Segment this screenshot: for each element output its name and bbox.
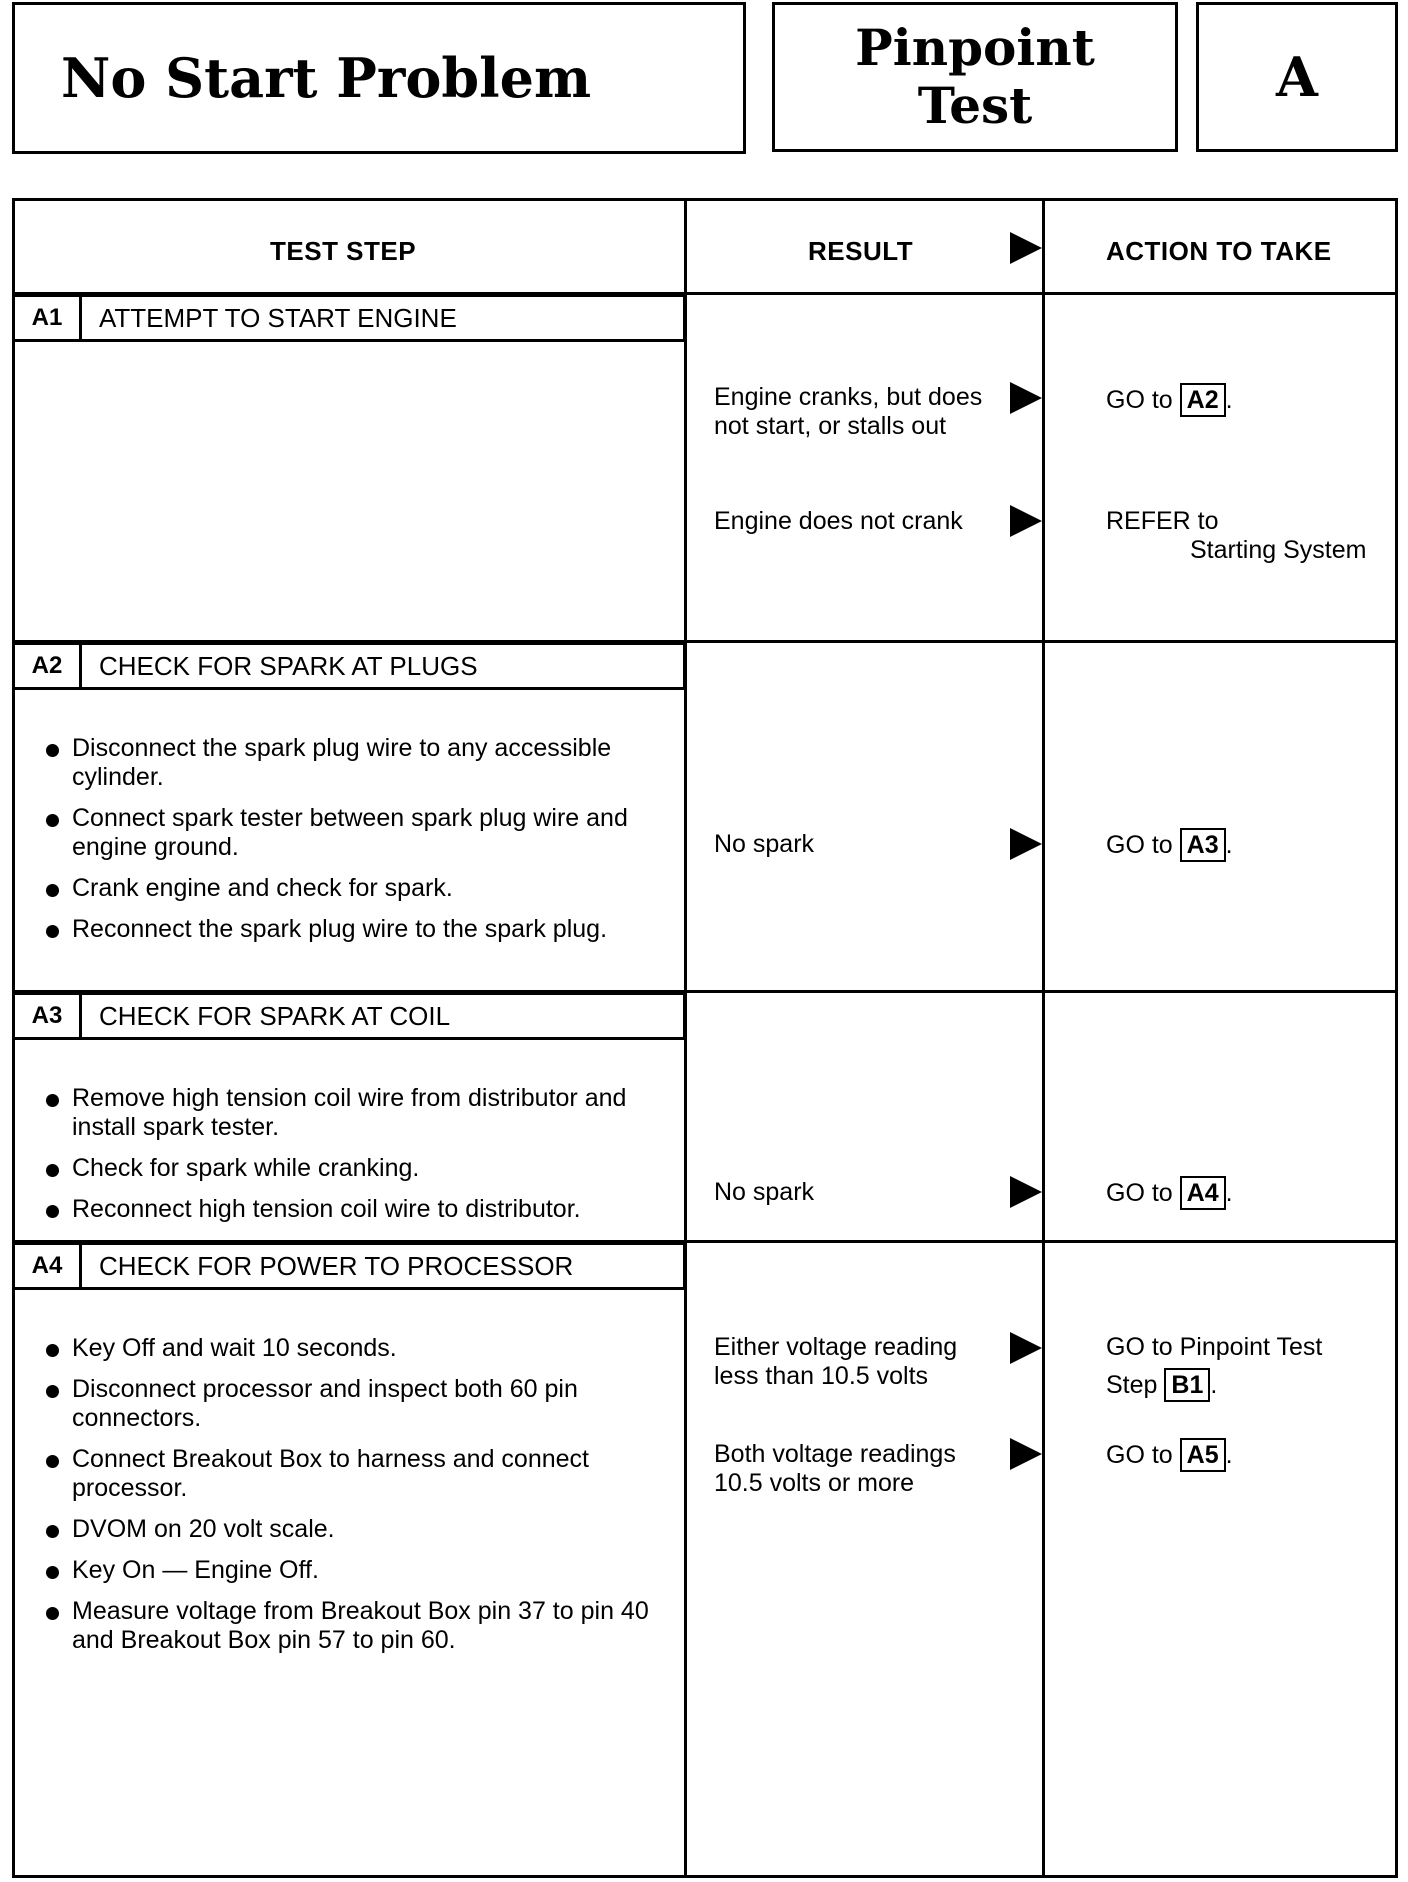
title-box bbox=[12, 2, 746, 154]
result-arrow-icon bbox=[1010, 828, 1042, 860]
test-letter-box bbox=[1196, 2, 1398, 152]
result-arrow-icon bbox=[1010, 505, 1042, 537]
action-go-to bbox=[1106, 1438, 1233, 1472]
instruction-list bbox=[40, 734, 640, 956]
result-text: No spark bbox=[714, 830, 815, 858]
action-go-to bbox=[1106, 383, 1233, 417]
action-prefix: Step bbox=[1106, 1371, 1158, 1399]
step-title: CHECK FOR SPARK AT PLUGS bbox=[99, 650, 478, 681]
step-title: CHECK FOR POWER TO PROCESSOR bbox=[99, 1250, 574, 1281]
action-line: GO to Pinpoint Test bbox=[1106, 1333, 1323, 1361]
column-header-action: ACTION TO TAKE bbox=[1106, 236, 1332, 266]
list-item: Measure voltage from Breakout Box pin 37 to pin 40 and Breakout Box pin 57 to pin 60. bbox=[40, 1597, 660, 1655]
list-item: Disconnect processor and inspect both 60 pin connectors. bbox=[40, 1375, 660, 1433]
step-header-a1 bbox=[12, 294, 686, 342]
page-title: No Start Problem bbox=[61, 46, 592, 110]
action-suffix: . bbox=[1225, 386, 1233, 414]
action-line: REFER to bbox=[1106, 507, 1219, 535]
list-item: Key Off and wait 10 seconds. bbox=[40, 1334, 660, 1363]
list-item: Key On — Engine Off. bbox=[40, 1556, 660, 1585]
action-go-to bbox=[1106, 1176, 1233, 1210]
result-text: Either voltage reading less than 10.5 volts bbox=[714, 1333, 958, 1390]
result-text: Both voltage readings 10.5 volts or more bbox=[714, 1440, 956, 1497]
action-prefix: GO to bbox=[1106, 831, 1173, 859]
step-id: A3 bbox=[15, 995, 82, 1037]
list-item: Connect Breakout Box to harness and connect processor. bbox=[40, 1445, 660, 1503]
step-id: A4 bbox=[15, 1245, 82, 1287]
step-title: CHECK FOR SPARK AT COIL bbox=[99, 1000, 451, 1031]
step-ref-box: A5 bbox=[1180, 1438, 1226, 1472]
action-line: Starting System bbox=[1190, 536, 1367, 564]
step-ref-box: B1 bbox=[1164, 1368, 1210, 1402]
test-letter: A bbox=[1276, 45, 1318, 109]
list-item: Connect spark tester between spark plug wire and engine ground. bbox=[40, 804, 640, 862]
instruction-list bbox=[40, 1084, 650, 1236]
result-arrow-icon bbox=[1010, 382, 1042, 414]
pinpoint-label: Pinpoint bbox=[855, 18, 1095, 77]
action-suffix: . bbox=[1225, 831, 1233, 859]
column-header-result: RESULT bbox=[808, 236, 914, 266]
action-suffix: . bbox=[1210, 1371, 1218, 1399]
step-title: ATTEMPT TO START ENGINE bbox=[99, 302, 457, 333]
column-divider-2 bbox=[1042, 198, 1045, 1878]
result-arrow-icon bbox=[1010, 1438, 1042, 1470]
test-label: Test bbox=[917, 76, 1033, 135]
action-suffix: . bbox=[1225, 1179, 1233, 1207]
list-item: Crank engine and check for spark. bbox=[40, 874, 640, 903]
step-header-a4 bbox=[12, 1242, 686, 1290]
list-item: Reconnect the spark plug wire to the spark plug. bbox=[40, 915, 640, 944]
result-arrow-icon bbox=[1010, 1332, 1042, 1364]
step-ref-box: A4 bbox=[1180, 1176, 1226, 1210]
action-go-to bbox=[1106, 828, 1233, 862]
action-prefix: GO to bbox=[1106, 1441, 1173, 1469]
step-ref-box: A2 bbox=[1180, 383, 1226, 417]
list-item: DVOM on 20 volt scale. bbox=[40, 1515, 660, 1544]
list-item: Disconnect the spark plug wire to any accessible cylinder. bbox=[40, 734, 640, 792]
action-step-line bbox=[1106, 1368, 1322, 1402]
pinpoint-test-box bbox=[772, 2, 1178, 152]
action-prefix: GO to bbox=[1106, 1179, 1173, 1207]
step-header-a2 bbox=[12, 642, 686, 690]
list-item: Reconnect high tension coil wire to distributor. bbox=[40, 1195, 650, 1224]
step-ref-box: A3 bbox=[1180, 828, 1226, 862]
result-text: No spark bbox=[714, 1178, 815, 1206]
header-arrow-icon bbox=[1010, 232, 1042, 264]
result-text: Engine does not crank bbox=[714, 507, 963, 535]
action-suffix: . bbox=[1225, 1441, 1233, 1469]
step-header-a3 bbox=[12, 992, 686, 1040]
list-item: Check for spark while cranking. bbox=[40, 1154, 650, 1183]
step-id: A2 bbox=[15, 645, 82, 687]
action-prefix: GO to bbox=[1106, 386, 1173, 414]
action-go-to-pinpoint bbox=[1106, 1333, 1322, 1402]
column-header-test-step: TEST STEP bbox=[270, 236, 417, 266]
step-id: A1 bbox=[15, 297, 82, 339]
instruction-list bbox=[40, 1334, 660, 1667]
result-text: Engine cranks, but does not start, or stalls out bbox=[714, 383, 983, 440]
list-item: Remove high tension coil wire from distributor and install spark tester. bbox=[40, 1084, 650, 1142]
action-refer bbox=[1106, 507, 1366, 565]
result-arrow-icon bbox=[1010, 1176, 1042, 1208]
